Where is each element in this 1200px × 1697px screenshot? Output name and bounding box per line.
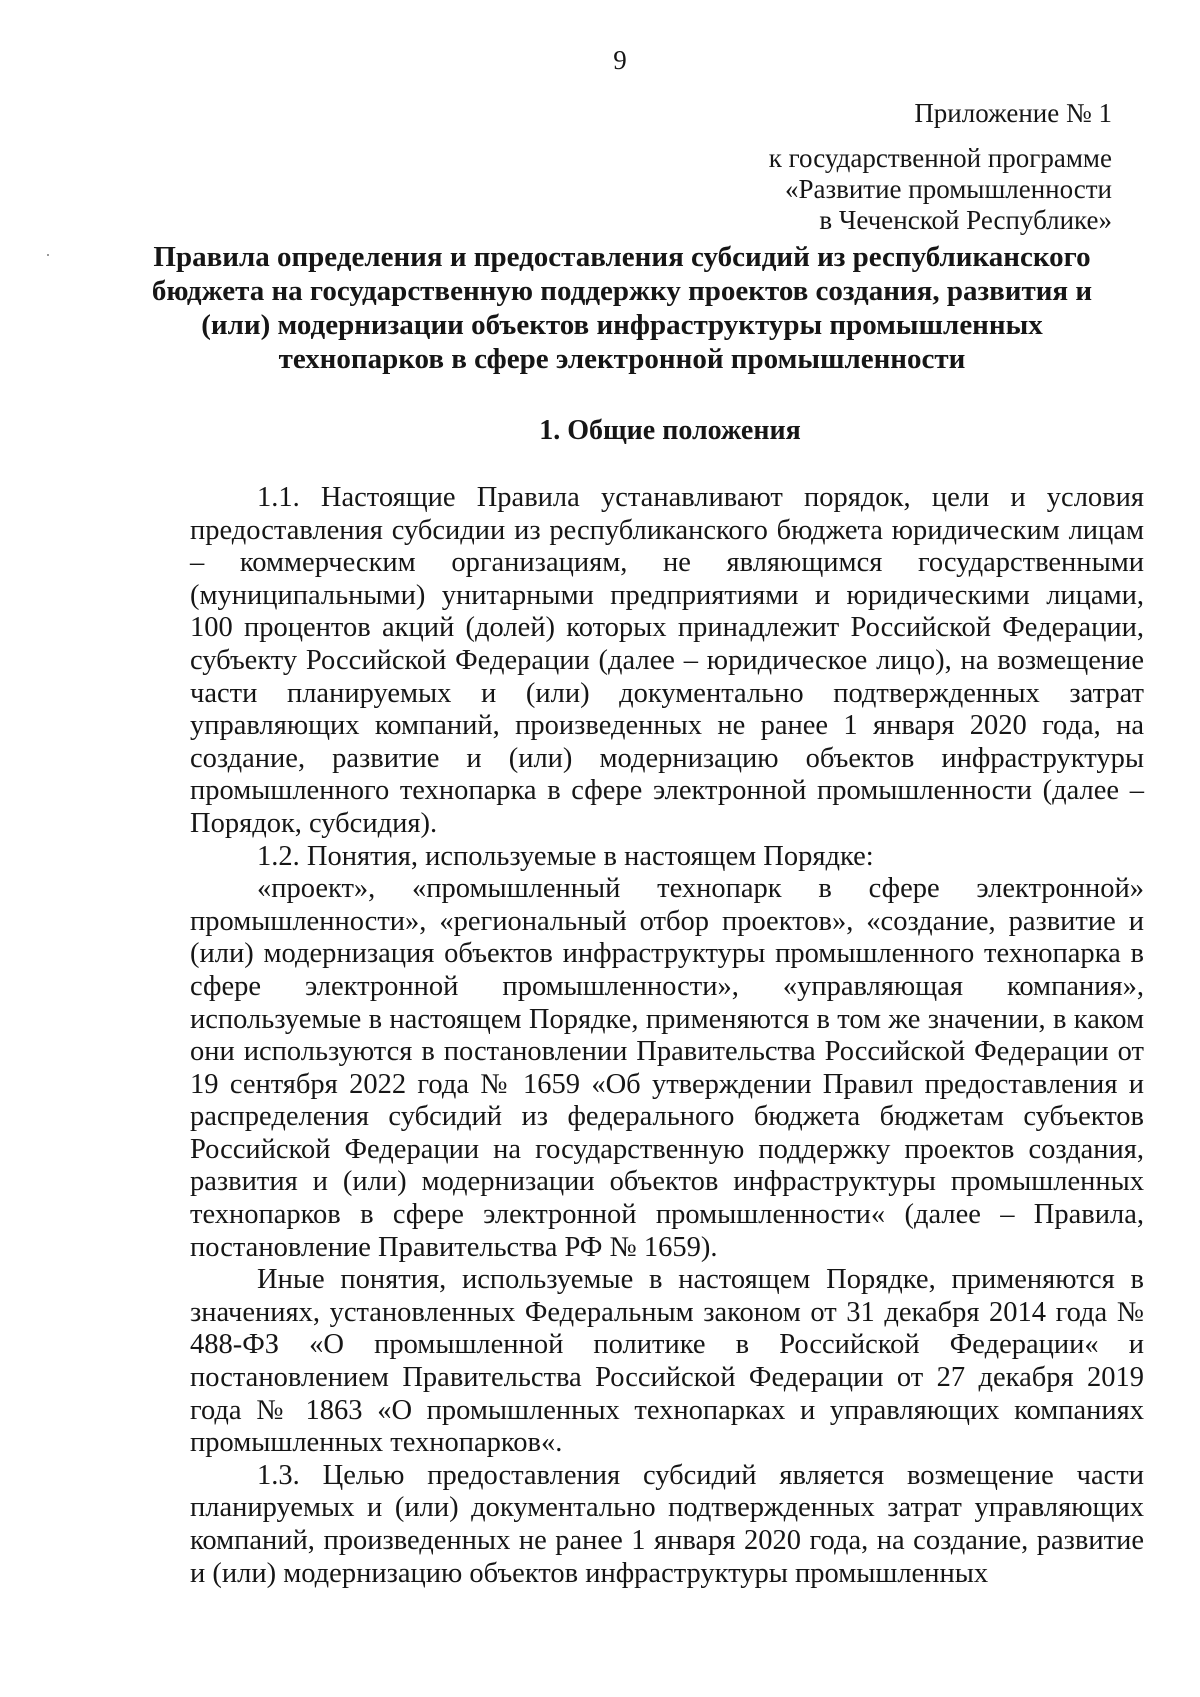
paragraph-1-3: 1.3. Целью предоставления субсидий является возмещение части планируемых и (или) документально подтвержденных затрат управляющих компаний, произведенных не ранее 1 января 2020 года, на создание, развитие и (или) модернизацию объектов инфраструктуры промышленных bbox=[190, 1459, 1144, 1589]
appendix-program-line: к государственной программе bbox=[768, 143, 1112, 173]
appendix-program-line: в Чеченской Республике» bbox=[819, 205, 1112, 235]
page-number: 9 bbox=[613, 45, 627, 75]
paragraph-definitions: «проект», «промышленный технопарк в сфере электронной» промышленности», «региональный отбор проектов», «создание, развитие и (или) модернизация объектов инфраструктуры промышленного технопарка в сфере электронной промышленности», «управляющая компания», используемые в настоящем Порядке, применяются в том же значении, в каком они используются в постановлении Правительства Российской Федерации от 19 сентября 2022 года № 1659 «Об утверждении Правил предоставления и распределения субсидий из федерального бюджета бюджетам субъектов Российской Федерации на государственную поддержку проектов создания, развития и (или) модернизации объектов инфраструктуры промышленных технопарков в сфере электронной промышленности« (далее – Правила, постановление Правительства РФ № 1659). bbox=[190, 873, 1144, 1263]
paragraph-other-definitions: Иные понятия, используемые в настоящем Порядке, применяются в значениях, установленных Федеральным законом от 31 декабря 2014 года № 488-ФЗ «О промышленной политике в Российской Федерации« и постановлением Правительства Российской Федерации от 27 декабря 2019 года № 1863 «О промышленных технопарках и управляющих компаниях промышленных технопарков«. bbox=[190, 1264, 1144, 1459]
document-title: Правила определения и предоставления субсидий из республиканского бюджета на государственную поддержку проектов создания, развития и (или) модернизации объектов инфраструктуры промышленных технопарков в сфере электронной промышленности bbox=[151, 241, 1093, 375]
scan-artifact bbox=[47, 254, 49, 256]
paragraph-1-2: 1.2. Понятия, используемые в настоящем Порядке: bbox=[257, 840, 874, 872]
appendix-program-line: «Развитие промышленности bbox=[784, 174, 1112, 204]
paragraph-1-1: 1.1. Настоящие Правила устанавливают порядок, цели и условия предоставления субсидии из республиканского бюджета юридическим лицам – коммерческим организациям, не являющимся государственными (муниципальными) унитарными предприятиями и юридическими лицами, 100 процентов акций (долей) которых принадлежит Российской Федерации, субъекту Российской Федерации (далее – юридическое лицо), на возмещение части планируемых и (или) документально подтвержденных затрат управляющих компаний, произведенных не ранее 1 января 2020 года, на создание, развитие и (или) модернизацию объектов инфраструктуры промышленного технопарка в сфере электронной промышленности (далее – Порядок, субсидия). bbox=[190, 482, 1144, 839]
appendix-label: Приложение № 1 bbox=[914, 98, 1112, 128]
appendix-program-reference bbox=[769, 143, 1112, 236]
section-heading: 1. Общие положения bbox=[539, 415, 801, 446]
document-body bbox=[190, 482, 1144, 1590]
